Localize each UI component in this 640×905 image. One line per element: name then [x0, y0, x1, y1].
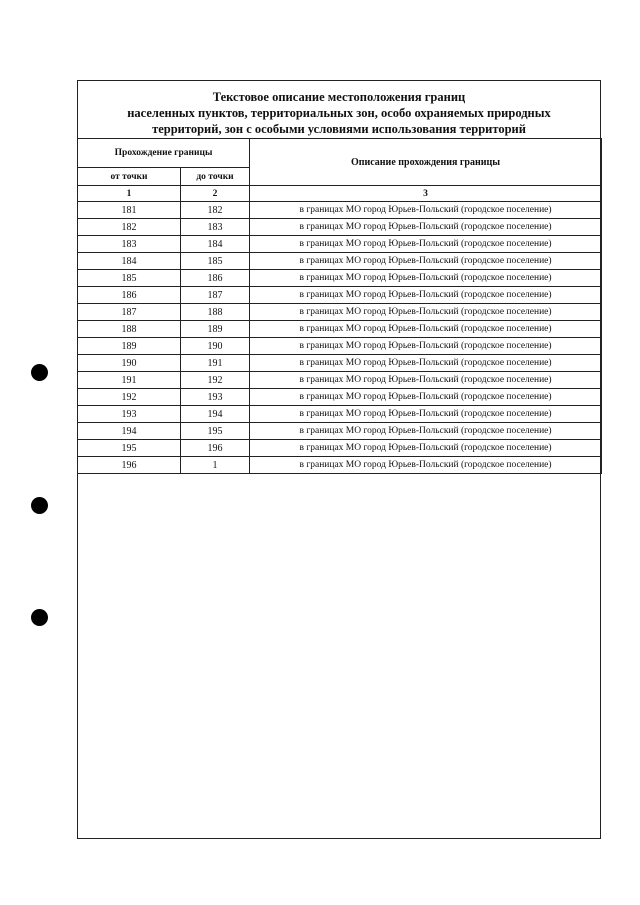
column-number-1: 1 — [78, 186, 181, 202]
description-cell: в границах МО город Юрьев-Польский (городское поселение) — [250, 253, 602, 270]
to-point-cell: 184 — [181, 236, 250, 253]
to-point-cell: 188 — [181, 304, 250, 321]
punch-hole-bottom — [31, 609, 48, 626]
description-cell: в границах МО город Юрьев-Польский (городское поселение) — [250, 287, 602, 304]
to-point-cell: 193 — [181, 389, 250, 406]
table-row — [78, 338, 602, 355]
table-row — [78, 270, 602, 287]
from-point-cell: 194 — [78, 423, 181, 440]
from-point-cell: 186 — [78, 287, 181, 304]
header-boundary-passage: Прохождение границы — [78, 139, 250, 168]
description-cell: в границах МО город Юрьев-Польский (городское поселение) — [250, 338, 602, 355]
from-point-cell: 182 — [78, 219, 181, 236]
description-cell: в границах МО город Юрьев-Польский (городское поселение) — [250, 321, 602, 338]
from-point-cell: 189 — [78, 338, 181, 355]
header-from-point: от точки — [78, 168, 181, 186]
title-line-3: территорий, зон с особыми условиями использования территорий — [152, 122, 526, 136]
table-row — [78, 287, 602, 304]
description-cell: в границах МО город Юрьев-Польский (городское поселение) — [250, 457, 602, 474]
from-point-cell: 193 — [78, 406, 181, 423]
column-number-3: 3 — [250, 186, 602, 202]
description-cell: в границах МО город Юрьев-Польский (городское поселение) — [250, 270, 602, 287]
column-number-2: 2 — [181, 186, 250, 202]
from-point-cell: 184 — [78, 253, 181, 270]
description-cell: в границах МО город Юрьев-Польский (городское поселение) — [250, 372, 602, 389]
from-point-cell: 192 — [78, 389, 181, 406]
to-point-cell: 190 — [181, 338, 250, 355]
description-cell: в границах МО город Юрьев-Польский (городское поселение) — [250, 202, 602, 219]
description-cell: в границах МО город Юрьев-Польский (городское поселение) — [250, 406, 602, 423]
document-frame — [77, 80, 601, 839]
description-cell: в границах МО город Юрьев-Польский (городское поселение) — [250, 219, 602, 236]
table-row — [78, 321, 602, 338]
boundary-table — [77, 138, 602, 474]
table-row — [78, 236, 602, 253]
document-title — [78, 89, 600, 137]
to-point-cell: 192 — [181, 372, 250, 389]
from-point-cell: 187 — [78, 304, 181, 321]
description-cell: в границах МО город Юрьев-Польский (городское поселение) — [250, 236, 602, 253]
description-cell: в границах МО город Юрьев-Польский (городское поселение) — [250, 304, 602, 321]
to-point-cell: 194 — [181, 406, 250, 423]
table-row — [78, 423, 602, 440]
description-cell: в границах МО город Юрьев-Польский (городское поселение) — [250, 440, 602, 457]
from-point-cell: 196 — [78, 457, 181, 474]
to-point-cell: 186 — [181, 270, 250, 287]
punch-hole-top — [31, 364, 48, 381]
to-point-cell: 182 — [181, 202, 250, 219]
description-cell: в границах МО город Юрьев-Польский (городское поселение) — [250, 423, 602, 440]
title-line-2: населенных пунктов, территориальных зон, особо охраняемых природных — [127, 106, 551, 120]
table-row — [78, 389, 602, 406]
to-point-cell: 191 — [181, 355, 250, 372]
table-row — [78, 253, 602, 270]
title-line-1: Текстовое описание местоположения границ — [212, 90, 466, 104]
from-point-cell: 183 — [78, 236, 181, 253]
from-point-cell: 181 — [78, 202, 181, 219]
to-point-cell: 1 — [181, 457, 250, 474]
description-cell: в границах МО город Юрьев-Польский (городское поселение) — [250, 389, 602, 406]
table-row — [78, 304, 602, 321]
punch-hole-middle — [31, 497, 48, 514]
table-row — [78, 440, 602, 457]
to-point-cell: 185 — [181, 253, 250, 270]
description-cell: в границах МО город Юрьев-Польский (городское поселение) — [250, 355, 602, 372]
to-point-cell: 187 — [181, 287, 250, 304]
from-point-cell: 190 — [78, 355, 181, 372]
table-row — [78, 406, 602, 423]
header-to-point: до точки — [181, 168, 250, 186]
table-row — [78, 372, 602, 389]
table-row — [78, 219, 602, 236]
to-point-cell: 195 — [181, 423, 250, 440]
table-row — [78, 457, 602, 474]
table-row — [78, 355, 602, 372]
table-row — [78, 202, 602, 219]
from-point-cell: 195 — [78, 440, 181, 457]
from-point-cell: 188 — [78, 321, 181, 338]
to-point-cell: 189 — [181, 321, 250, 338]
from-point-cell: 191 — [78, 372, 181, 389]
to-point-cell: 196 — [181, 440, 250, 457]
from-point-cell: 185 — [78, 270, 181, 287]
to-point-cell: 183 — [181, 219, 250, 236]
header-description: Описание прохождения границы — [250, 139, 602, 186]
